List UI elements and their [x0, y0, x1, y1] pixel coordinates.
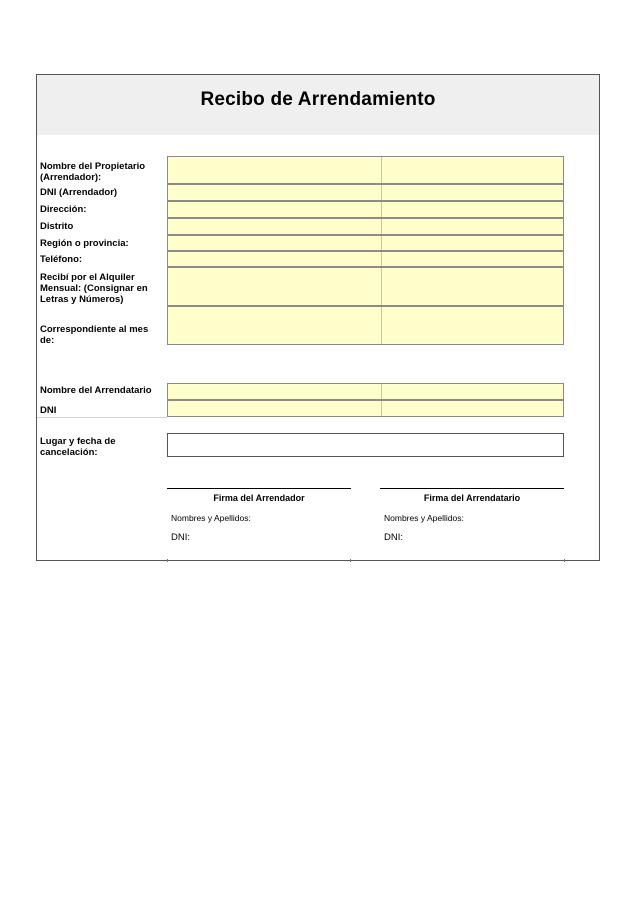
- tenant-name-label: Nombre del Arrendatario: [40, 385, 152, 396]
- column-tick: [350, 559, 351, 562]
- landlord-dni-label: DNI:: [171, 532, 190, 543]
- landlord-signature-title: Firma del Arrendador: [213, 493, 305, 503]
- region-field[interactable]: [167, 235, 564, 251]
- rent-receipt-form: [36, 74, 600, 561]
- page-title: Recibo de Arrendamiento: [200, 89, 436, 110]
- phone-field[interactable]: [167, 251, 564, 267]
- rent-amount-field[interactable]: [167, 267, 564, 306]
- place-date-field[interactable]: [167, 433, 564, 457]
- month-field[interactable]: [167, 306, 564, 345]
- address-field[interactable]: [167, 201, 564, 218]
- tenant-dni-field[interactable]: [167, 400, 564, 417]
- phone-label: Teléfono:: [40, 254, 83, 265]
- owner-dni-label: DNI (Arrendador): [40, 187, 118, 198]
- month-label: Correspondiente al mes de:: [40, 324, 149, 346]
- tenant-dni-label: DNI:: [384, 532, 403, 543]
- rent-amount-label: Recibí por el Alquiler Mensual: (Consignar en Letras y Números): [40, 272, 148, 305]
- tenant-signature-line: [380, 488, 564, 489]
- place-date-label: Lugar y fecha de cancelación:: [40, 436, 116, 458]
- tenant-names-label: Nombres y Apellidos:: [384, 513, 464, 523]
- region-label: Región o provincia:: [40, 238, 129, 249]
- header-band: [37, 75, 599, 135]
- district-field[interactable]: [167, 218, 564, 235]
- tenant-dni-label: DNI: [40, 405, 57, 416]
- district-label: Distrito: [40, 221, 74, 232]
- address-label: Dirección:: [40, 204, 87, 215]
- owner-dni-field[interactable]: [167, 184, 564, 201]
- column-tick: [167, 559, 168, 562]
- owner-name-label: Nombre del Propietario (Arrendador):: [40, 161, 146, 183]
- column-tick: [564, 559, 565, 562]
- owner-name-field[interactable]: [167, 156, 564, 184]
- row-divider: [37, 417, 167, 418]
- landlord-signature-line: [167, 488, 351, 489]
- tenant-signature-title: Firma del Arrendatario: [423, 493, 521, 503]
- landlord-names-label: Nombres y Apellidos:: [171, 513, 251, 523]
- tenant-name-field[interactable]: [167, 383, 564, 400]
